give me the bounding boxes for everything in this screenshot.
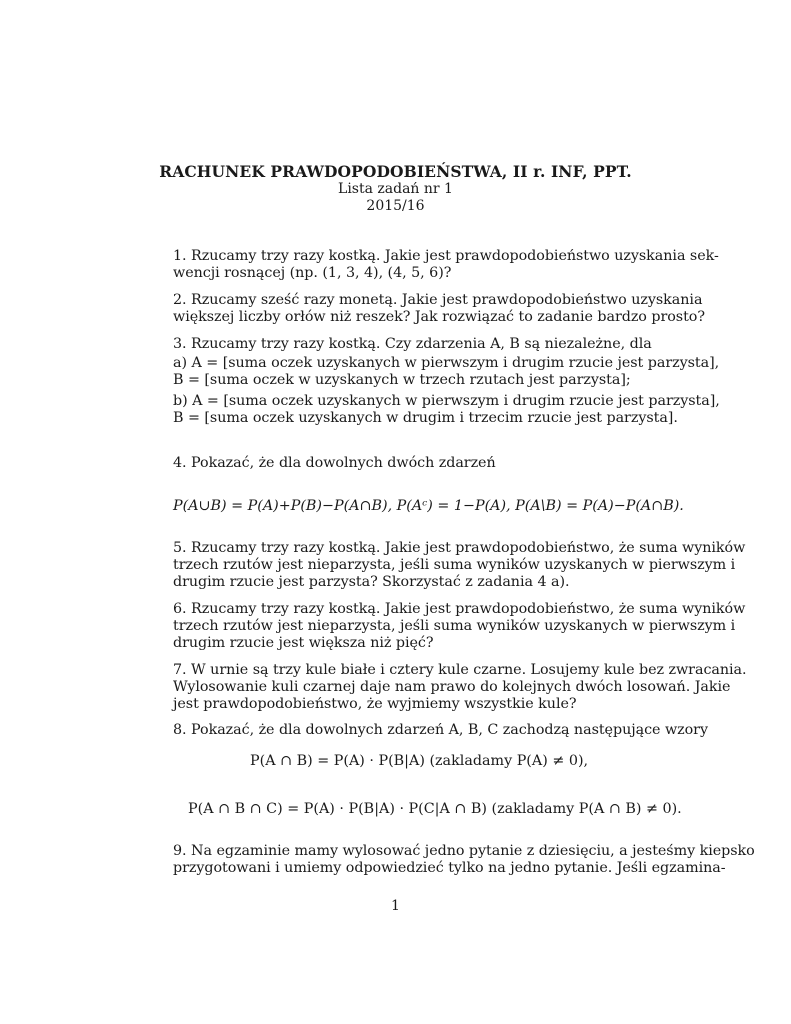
problem-7-line-3: jest prawdopodobieństwo, że wyjmiemy wszystkie kule? [173, 696, 577, 712]
problem-9-line-2: przygotowani i umiemy odpowiedzieć tylko na jedno pytanie. Jeśli egzamina- [173, 860, 726, 876]
problem-4-formula: P(A∪B) = P(A)+P(B)−P(A∩B), P(Aᶜ) = 1−P(A), P(A\B) = P(A)−P(A∩B). [173, 498, 684, 514]
problem-4-line-1: 4. Pokazać, że dla dowolnych dwóch zdarzeń [173, 455, 496, 471]
problem-3-line-a2: B = [suma oczek w uzyskanych w trzech rzutach jest parzysta]; [173, 372, 631, 388]
problem-5-line-2: trzech rzutów jest nieparzysta, jeśli suma wyników uzyskanych w pierwszym i [173, 557, 736, 573]
problem-6-line-2: trzech rzutów jest nieparzysta, jeśli suma wyników uzyskanych w pierwszym i [173, 618, 736, 634]
problem-2-line-1: 2. Rzucamy sześć razy monetą. Jakie jest prawdopodobieństwo uzyskania [173, 292, 703, 308]
problem-1-line-2: wencji rosnącej (np. (1, 3, 4), (4, 5, 6)? [173, 265, 452, 281]
problem-6-line-3: drugim rzucie jest większa niż pięć? [173, 635, 434, 651]
problem-3-line-a1: a) A = [suma oczek uzyskanych w pierwszym i drugim rzucie jest parzysta], [173, 355, 720, 371]
problem-5-line-1: 5. Rzucamy trzy razy kostką. Jakie jest prawdopodobieństwo, że suma wyników [173, 540, 746, 556]
page-number: 1 [391, 898, 400, 914]
problem-8-formula-2: P(A ∩ B ∩ C) = P(A) · P(B|A) · P(C|A ∩ B) (zakladamy P(A ∩ B) ≠ 0). [188, 801, 682, 817]
problem-7-line-1: 7. W urnie są trzy kule białe i cztery kule czarne. Losujemy kule bez zwracania. [173, 662, 747, 678]
problem-6-line-1: 6. Rzucamy trzy razy kostką. Jakie jest prawdopodobieństwo, że suma wyników [173, 601, 746, 617]
problem-8-line-1: 8. Pokazać, że dla dowolnych zdarzeń A, B, C zachodzą następujące wzory [173, 722, 708, 738]
problem-1-line-1: 1. Rzucamy trzy razy kostką. Jakie jest prawdopodobieństwo uzyskania sek- [173, 248, 719, 264]
problem-9-line-1: 9. Na egzaminie mamy wylosować jedno pytanie z dziesięciu, a jesteśmy kiepsko [173, 843, 755, 859]
list-subtitle: Lista zadań nr 1 [338, 181, 453, 197]
problem-3-line-1: 3. Rzucamy trzy razy kostką. Czy zdarzenia A, B są niezależne, dla [173, 336, 652, 352]
problem-5-line-3: drugim rzucie jest parzysta? Skorzystać z zadania 4 a). [173, 574, 570, 590]
problem-3-line-b1: b) A = [suma oczek uzyskanych w pierwszym i drugim rzucie jest parzysta], [173, 393, 720, 409]
problem-7-line-2: Wylosowanie kuli czarnej daje nam prawo do kolejnych dwóch losowań. Jakie [173, 679, 731, 695]
page-title: RACHUNEK PRAWDOPODOBIEŃSTWA, II r. INF, PPT. [159, 162, 632, 181]
problem-2-line-2: większej liczby orłów niż reszek? Jak rozwiązać to zadanie bardzo prosto? [173, 309, 705, 325]
year-subtitle: 2015/16 [366, 198, 425, 214]
problem-3-line-b2: B = [suma oczek uzyskanych w drugim i trzecim rzucie jest parzysta]. [173, 410, 678, 426]
problem-8-formula-1: P(A ∩ B) = P(A) · P(B|A) (zakladamy P(A) ≠ 0), [250, 753, 589, 769]
